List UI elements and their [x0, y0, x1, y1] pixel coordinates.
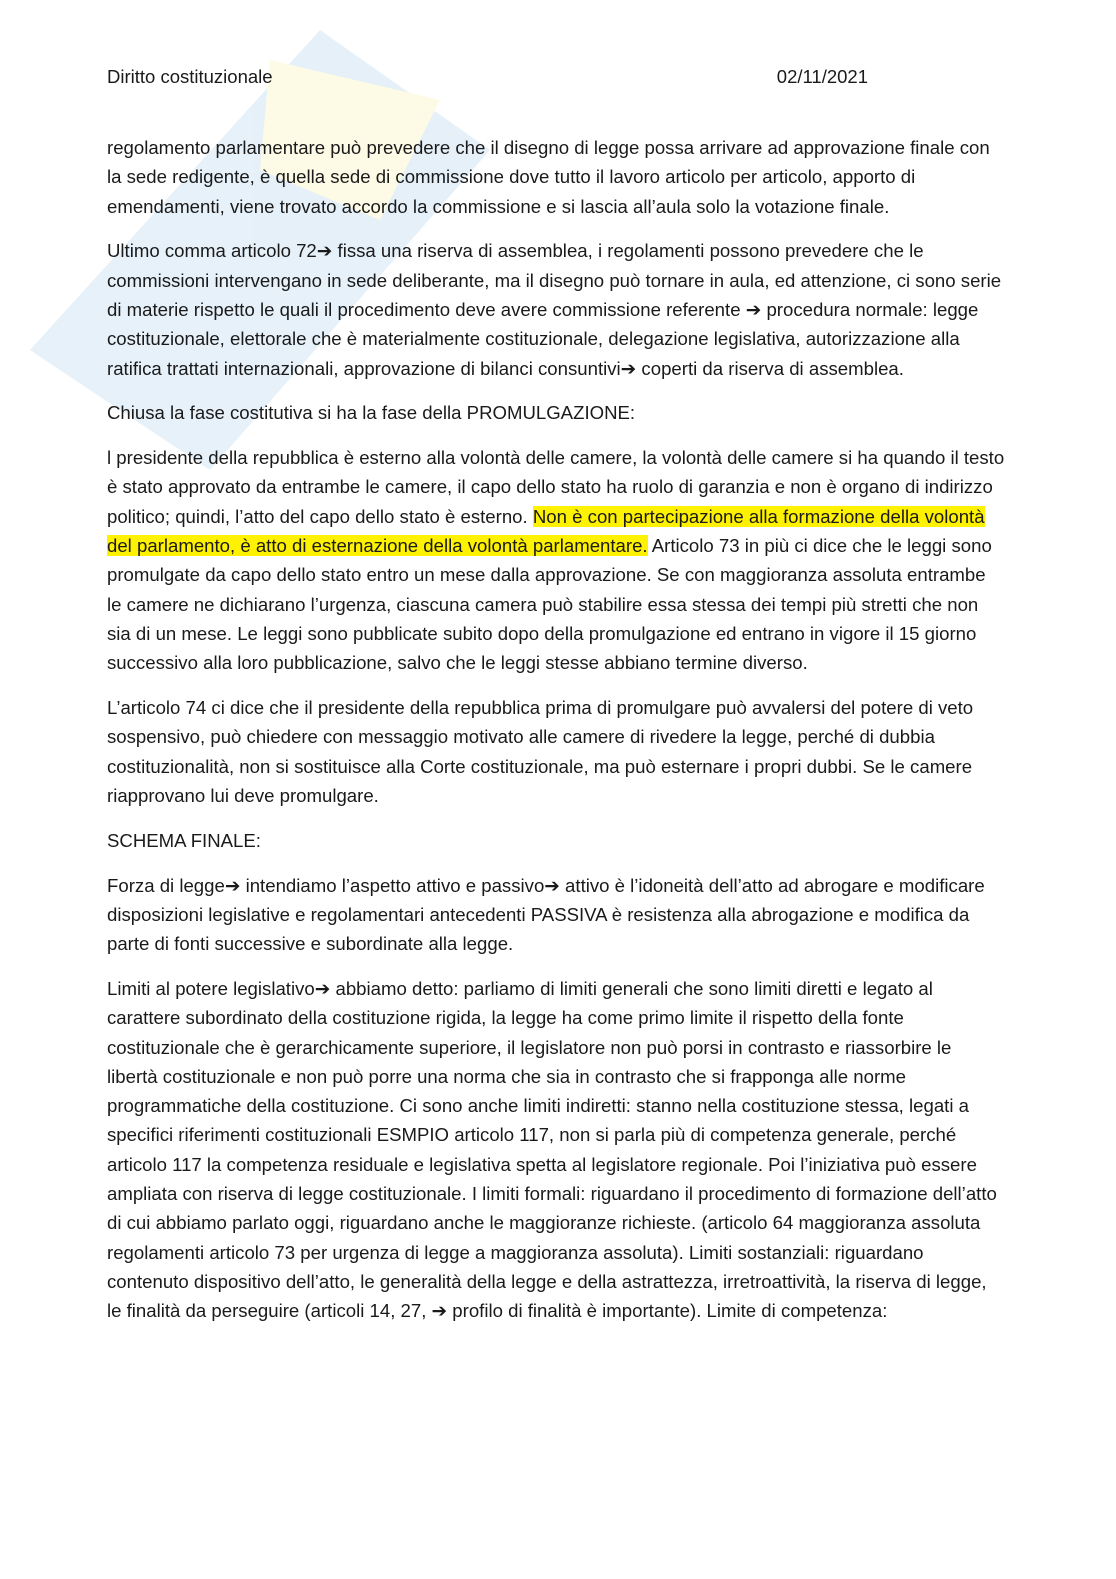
paragraph-text: Limiti al potere legislativo [107, 977, 315, 999]
header-date: 02/11/2021 [776, 66, 868, 87]
arrow-right-icon: ➔ [544, 874, 560, 896]
paragraph-text: l presidente della repubblica è esterno alla volontà delle camere, la volontà delle camere si ha quando il testo è stato approvato da entrambe le camere, il capo dello stato ha ruolo di garanzia e non è organo di indirizzo politico; quindi, l’atto del capo dello stato è esterno. [107, 447, 1005, 527]
document-body [107, 133, 1005, 1341]
paragraph-text: Articolo 73 in più ci dice che le leggi sono promulgate da capo dello stato entro un mese dalla approvazione. Se con maggioranza assoluta entrambe le camere ne dichiarano l’urgenza, ciascuna camera può stabilire essa stessa dei tempi più stretti che non sia di un mese. Le leggi sono pubblicate subito dopo della promulgazione ed entrano in vigore il 15 giorno successivo alla loro pubblicazione, salvo che le leggi stesse abbiano termine diverso. [107, 535, 992, 674]
paragraph-text: coperti da riserva di assemblea. [636, 357, 904, 379]
paragraph-text: Forza di legge [107, 874, 225, 896]
arrow-right-icon: ➔ [316, 240, 333, 262]
paragraph-text: L’articolo 74 ci dice che il presidente della repubblica prima di promulgare può avvalersi del potere di veto sospensivo, può chiedere con messaggio motivato alle camere di rivedere la legge, perché di dubbia costituzionalità, non si sostituisce alla Corte costituzionale, ma può esternare i propri dubbi. Se le camere riapprovano lui deve promulgare. [107, 697, 974, 806]
paragraph-text: profilo di finalità è importante). Limite di competenza: [447, 1300, 888, 1322]
paragraph-forza-di-legge [107, 871, 1005, 959]
arrow-right-icon: ➔ [314, 977, 331, 999]
paragraph-promulgazione-heading [107, 398, 1005, 427]
paragraph-sede-redigente [107, 133, 1005, 221]
paragraph-text: Ultimo comma articolo 72 [107, 240, 317, 262]
paragraph-text: fissa una riserva di assemblea, i regolamenti possono prevedere che le commissioni intervengano in sede deliberante, ma il disegno può tornare in aula, ed attenzione, ci sono serie di materie rispetto le quali il procedimento deve avere commissione referente [107, 240, 1002, 320]
paragraph-text: SCHEMA FINALE: [107, 829, 261, 851]
page-header [107, 66, 868, 88]
paragraph-text: Chiusa la fase costitutiva si ha la fase della PROMULGAZIONE: [107, 402, 636, 424]
paragraph-limiti-potere-legislativo [107, 974, 1005, 1326]
paragraph-text: procedura normale: legge costituzionale, elettorale che è materialmente costituzionale, delegazione legislativa, autorizzazione alla ratifica trattati internazionali, approvazione di bilanci consuntivi [107, 298, 979, 379]
arrow-right-icon: ➔ [620, 357, 637, 379]
paragraph-text: abbiamo detto: parliamo di limiti generali che sono limiti diretti e legato al carattere subordinato della costituzione rigida, la legge ha come primo limite il rispetto della fonte costituzionale che è gerarchicamente superiore, il legislatore non può porsi in contrasto e riassorbire le libertà costituzionale e non può porre una norma che sia in contrasto che si frapponga alle norme programmatiche della costituzione. Ci sono anche limiti indiretti: stanno nella costituzione stessa, legati a specifici riferimenti costituzionali ESMPIO articolo 117, non si parla più di competenza generale, perché articolo 117 la competenza residuale e legislativa spetta al legislatore regionale. Poi l’iniziativa può essere ampliata con riserva di legge costituzionale. I limiti formali: riguardano il procedimento di formazione dell’atto di cui abbiamo parlato oggi, riguardano anche le maggioranze richieste. (articolo 64 maggioranza assoluta regolamenti articolo 73 per urgenza di legge a maggioranza assoluta). Limiti sostanziali: riguardano contenuto dispositivo dell’atto, le generalità della legge e della astrattezza, irretroattività, la riserva di legge, le finalità da perseguire (articoli 14, 27, [107, 977, 997, 1322]
paragraph-text: attivo è l’idoneità dell’atto ad abrogare e modificare disposizioni legislative e regolamentari antecedenti PASSIVA è resistenza alla abrogazione e modifica da parte di fonti successive e subordinate alla legge. [107, 874, 985, 955]
paragraph-articolo-74 [107, 693, 1005, 810]
arrow-right-icon: ➔ [745, 298, 762, 320]
paragraph-presidente [107, 443, 1005, 677]
paragraph-schema-finale [107, 826, 1005, 855]
paragraph-text: intendiamo l’aspetto attivo e passivo [240, 874, 545, 896]
arrow-right-icon: ➔ [224, 874, 241, 896]
arrow-right-icon: ➔ [431, 1300, 448, 1322]
highlighted-text: Non è con partecipazione alla formazione della volontà del parlamento, è atto di esternazione della volontà parlamentare. [107, 505, 985, 557]
paragraph-riserva-assemblea [107, 236, 1005, 382]
header-subject: Diritto costituzionale [107, 66, 273, 87]
paragraph-text: regolamento parlamentare può prevedere che il disegno di legge possa arrivare ad approvazione finale con la sede redigente, è quella sede di commissione dove tutto il lavoro articolo per articolo, apporto di emendamenti, viene trovato accordo la commissione e si lascia all’aula solo la votazione finale. [107, 137, 990, 217]
